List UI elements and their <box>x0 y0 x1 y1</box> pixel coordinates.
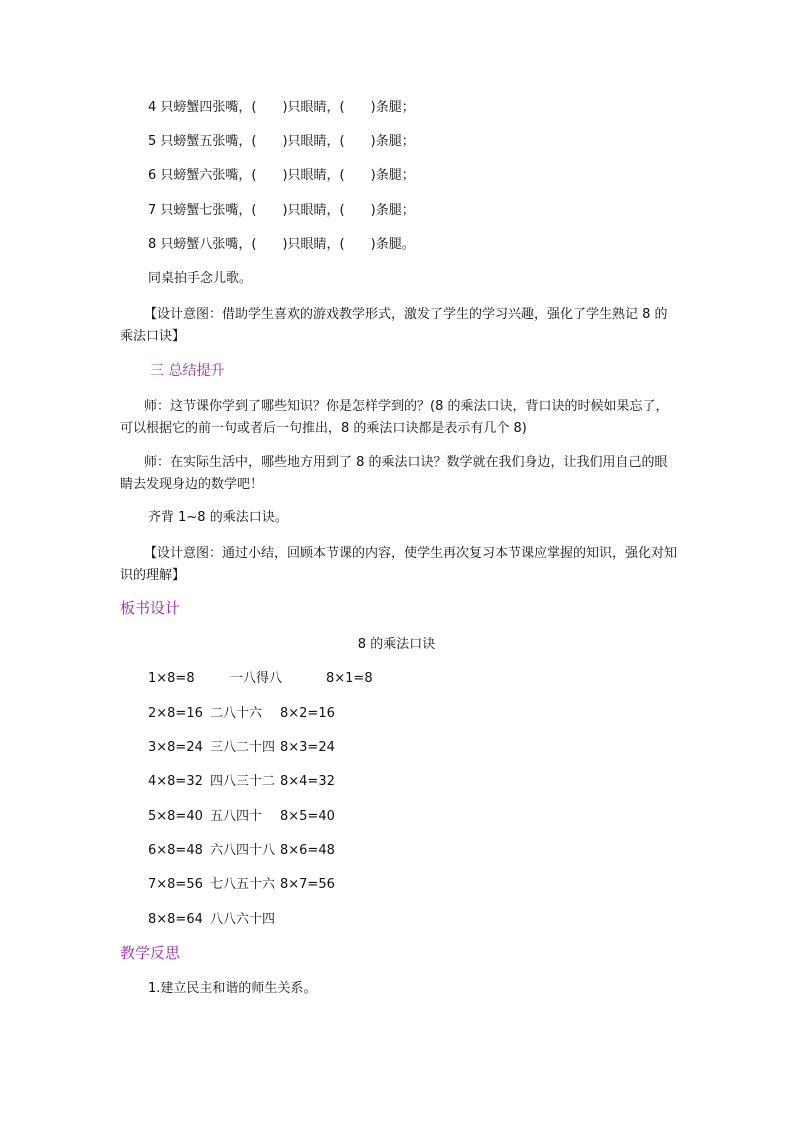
board-rhyme: 六八四十八 <box>210 843 276 858</box>
board-equation-reverse: 8×7=56 <box>280 877 335 892</box>
board-equation: 2×8=16 <box>148 706 203 721</box>
board-equation-reverse: 8×3=24 <box>280 740 335 755</box>
board-rhyme: 四八三十二 <box>210 774 276 789</box>
crab-line-part: )只眼睛，( <box>282 203 345 218</box>
board-rhyme: 三八二十四 <box>210 740 276 755</box>
crab-line <box>148 235 415 255</box>
board-row <box>148 669 373 689</box>
board-design-heading: 板书设计 <box>120 599 181 617</box>
board-rhyme: 二八十六 <box>210 706 263 721</box>
crab-line-part: 7 只螃蟹七张嘴，( <box>148 203 257 218</box>
board-rhyme: 五八四十 <box>210 809 263 824</box>
crab-line <box>148 98 415 118</box>
board-equation: 1×8=8 <box>148 671 195 686</box>
board-row <box>148 772 335 792</box>
board-equation-reverse: 8×1=8 <box>326 671 373 686</box>
crab-line-part: 6 只螃蟹六张嘴，( <box>148 168 257 183</box>
board-row <box>148 841 335 861</box>
board-rhyme: 一八得八 <box>230 671 283 686</box>
board-equation: 5×8=40 <box>148 809 203 824</box>
board-equation: 6×8=48 <box>148 843 203 858</box>
section-title-summary: 三 总结提升 <box>150 363 225 379</box>
board-row <box>148 910 280 930</box>
reflection-heading: 教学反思 <box>120 944 181 962</box>
crab-line-part: )条腿。 <box>370 237 415 252</box>
board-equation: 4×8=32 <box>148 774 203 789</box>
teacher-paragraph: 师：这节课你学到了哪些知识？你是怎样学到的？(8 的乘法口诀，背口诀的时候如果忘了，可以根据它的前一句或者后一句推出，8 的乘法口诀都是表示有几个 8) <box>120 399 669 436</box>
board-rhyme: 七八五十六 <box>210 877 276 892</box>
board-equation-reverse: 8×2=16 <box>280 706 335 721</box>
design-intent-note: 【设计意图：借助学生喜欢的游戏教学形式，激发了学生的学习兴趣，强化了学生熟记 8 的乘法口诀】 <box>120 307 668 344</box>
board-equation-reverse: 8×4=32 <box>280 774 335 789</box>
crab-line-part: )条腿； <box>370 134 415 149</box>
board-equation: 3×8=24 <box>148 740 203 755</box>
clap-instruction: 同桌拍手念儿歌。 <box>148 271 253 286</box>
recite-instruction: 齐背 1~8 的乘法口诀。 <box>148 510 288 525</box>
teacher-paragraph: 师：在实际生活中，哪些地方用到了 8 的乘法口诀？数学就在我们身边，让我们用自己的眼睛去发现身边的数学吧！ <box>120 455 668 492</box>
board-equation: 7×8=56 <box>148 877 203 892</box>
crab-line <box>148 132 415 152</box>
crab-line-part: 5 只螃蟹五张嘴，( <box>148 134 257 149</box>
crab-line-part: )条腿； <box>370 203 415 218</box>
crab-line-part: 8 只螃蟹八张嘴，( <box>148 237 257 252</box>
crab-line-part: )只眼睛，( <box>282 237 345 252</box>
crab-line-part: )条腿； <box>370 100 415 115</box>
reflection-item: 1.建立民主和谐的师生关系。 <box>148 981 317 996</box>
board-equation: 8×8=64 <box>148 912 203 927</box>
crab-line <box>148 201 415 221</box>
crab-line-part: 4 只螃蟹四张嘴，( <box>148 100 257 115</box>
board-row <box>148 738 335 758</box>
board-equation-reverse: 8×5=40 <box>280 809 335 824</box>
board-row <box>148 875 335 895</box>
board-rhyme: 八八六十四 <box>210 912 276 927</box>
crab-line-part: )只眼睛，( <box>282 168 345 183</box>
design-intent-note: 【设计意图：通过小结，回顾本节课的内容，使学生再次复习本节课应掌握的知识，强化对知识的理解】 <box>120 546 678 583</box>
crab-line-part: )只眼睛，( <box>282 134 345 149</box>
crab-line-part: )只眼睛，( <box>282 100 345 115</box>
crab-line <box>148 166 415 186</box>
board-row <box>148 704 335 724</box>
board-equation-reverse: 8×6=48 <box>280 843 335 858</box>
board-row <box>148 807 335 827</box>
board-title: 8 的乘法口诀 <box>357 637 436 652</box>
crab-line-part: )条腿； <box>370 168 415 183</box>
